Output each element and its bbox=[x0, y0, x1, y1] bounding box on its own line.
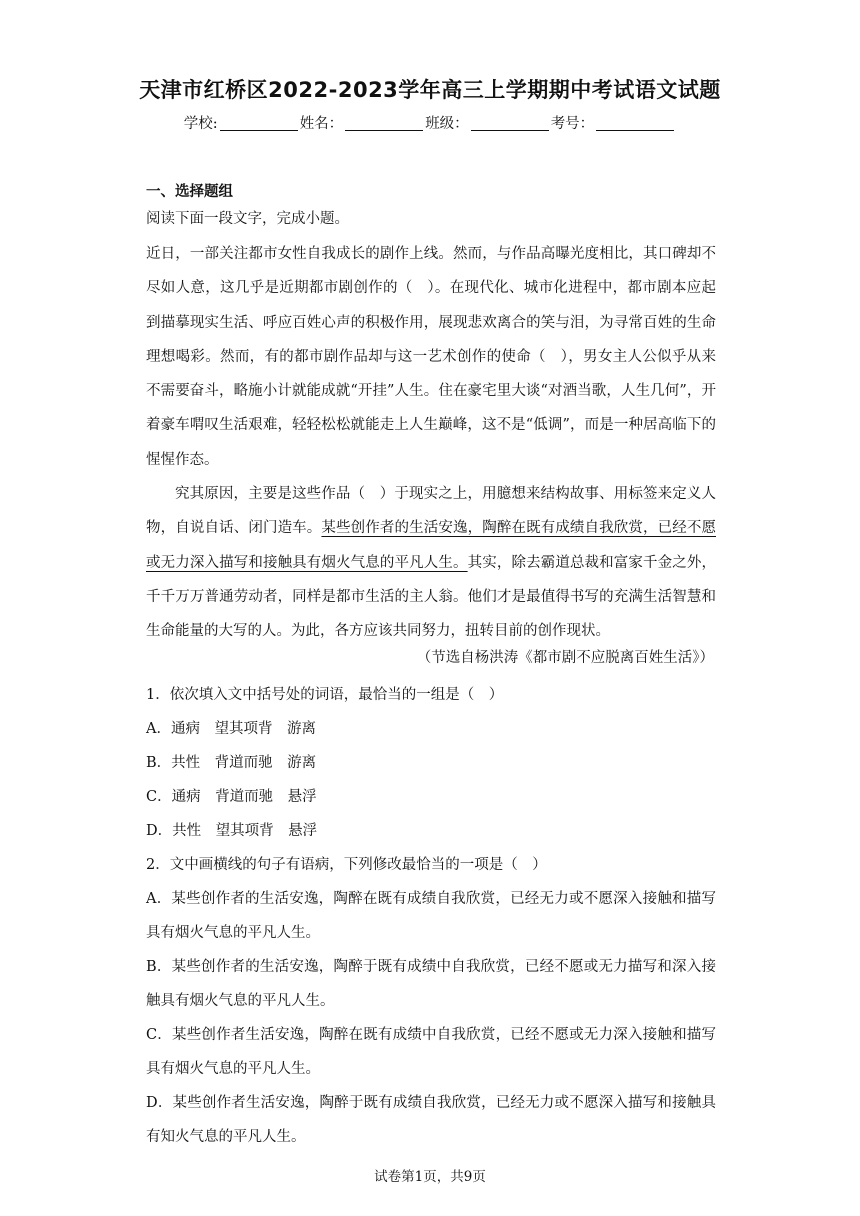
school-label: 学校: bbox=[183, 116, 218, 132]
source-citation: （节选自杨洪涛《都市剧不应脱离百姓生活》） bbox=[416, 650, 714, 666]
number-label: 考号： bbox=[550, 116, 595, 132]
underlined-sentence: 某些创作者的生活安逸，陶醉在既有成绩自我欣赏，已经不愿或无力深入描写和接触具有烟火气息的平凡人生。 bbox=[146, 520, 716, 571]
class-label: 班级： bbox=[425, 116, 469, 132]
name-blank bbox=[345, 116, 423, 131]
option-c: C．通病 背道而驰 悬浮 bbox=[146, 789, 317, 805]
option-d: D．某些创作者生活安逸，陶醉于既有成绩自我欣赏，已经无力或不愿深入描写和接触具有知火气息的平凡人生。 bbox=[146, 1095, 716, 1145]
instructions: 阅读下面一段文字，完成小题。 bbox=[146, 211, 349, 227]
passage-text: 究其原因，主要是这些作品（ ）于现实之上，用臆想来结构故事、用标签来定义人物，自说自话、闭门造车。 bbox=[146, 486, 716, 537]
option-a: A．通病 望其项背 游离 bbox=[146, 721, 316, 737]
question-list bbox=[146, 678, 716, 1154]
number-blank bbox=[596, 116, 674, 131]
question-stem: 1．依次填入文中括号处的词语，最恰当的一组是（ ） bbox=[146, 687, 504, 703]
reading-passage bbox=[146, 237, 716, 649]
option-a: A．某些创作者的生活安逸，陶醉在既有成绩自我欣赏，已经无力或不愿深入接触和描写具有烟火气息的平凡人生。 bbox=[146, 891, 716, 941]
option-b: B．共性 背道而驰 游离 bbox=[146, 755, 317, 771]
student-info-line bbox=[0, 112, 860, 133]
passage-paragraph-1: 近日，一部关注都市女性自我成长的剧作上线。然而，与作品高曝光度相比，其口碑却不尽如人意，这几乎是近期都市剧创作的（ ）。在现代化、城市化进程中，都市剧本应起到描摹现实生活、呼应百姓心声的积极作用，展现悲欢离合的笑与泪，为寻常百姓的生命理想喝彩。然而，有的都市剧作品却与这一艺术创作的使命（ ），男女主人公似乎从来不需要奋斗，略施小计就能成就“开挂”人生。住在豪宅里大谈“对酒当歌，人生几何”，开着豪车喟叹生活艰难，轻轻松松就能走上人生巅峰，这不是“低调”，而是一种居高临下的惺惺作态。 bbox=[146, 246, 716, 468]
class-blank bbox=[471, 116, 549, 131]
passage-paragraph-2 bbox=[146, 477, 716, 648]
question-stem: 2．文中画横线的句子有语病，下列修改最恰当的一项是（ ） bbox=[146, 857, 547, 873]
option-d: D．共性 望其项背 悬浮 bbox=[146, 823, 318, 839]
name-label: 姓名： bbox=[299, 116, 344, 132]
option-b: B．某些创作者的生活安逸，陶醉于既有成绩中自我欣赏，已经不愿或无力描写和深入接触具有烟火气息的平凡人生。 bbox=[146, 959, 716, 1009]
page-title: 天津市红桥区2022-2023学年高三上学期期中考试语文试题 bbox=[139, 78, 721, 102]
passage-text: 其实，除去霸道总裁和富家千金之外，千千万万普通劳动者，同样是都市生活的主人翁。他们才是最值得书写的充满生活智慧和生命能量的大写的人。为此，各方应该共同努力，扭转目前的创作现状。 bbox=[146, 554, 717, 640]
section-heading: 一、选择题组 bbox=[146, 184, 233, 200]
page-footer: 试卷第1页，共9页 bbox=[374, 1169, 486, 1185]
option-c: C．某些创作者生活安逸，陶醉在既有成绩中自我欣赏，已经不愿或无力深入接触和描写具有烟火气息的平凡人生。 bbox=[146, 1027, 716, 1077]
school-blank bbox=[220, 116, 298, 131]
